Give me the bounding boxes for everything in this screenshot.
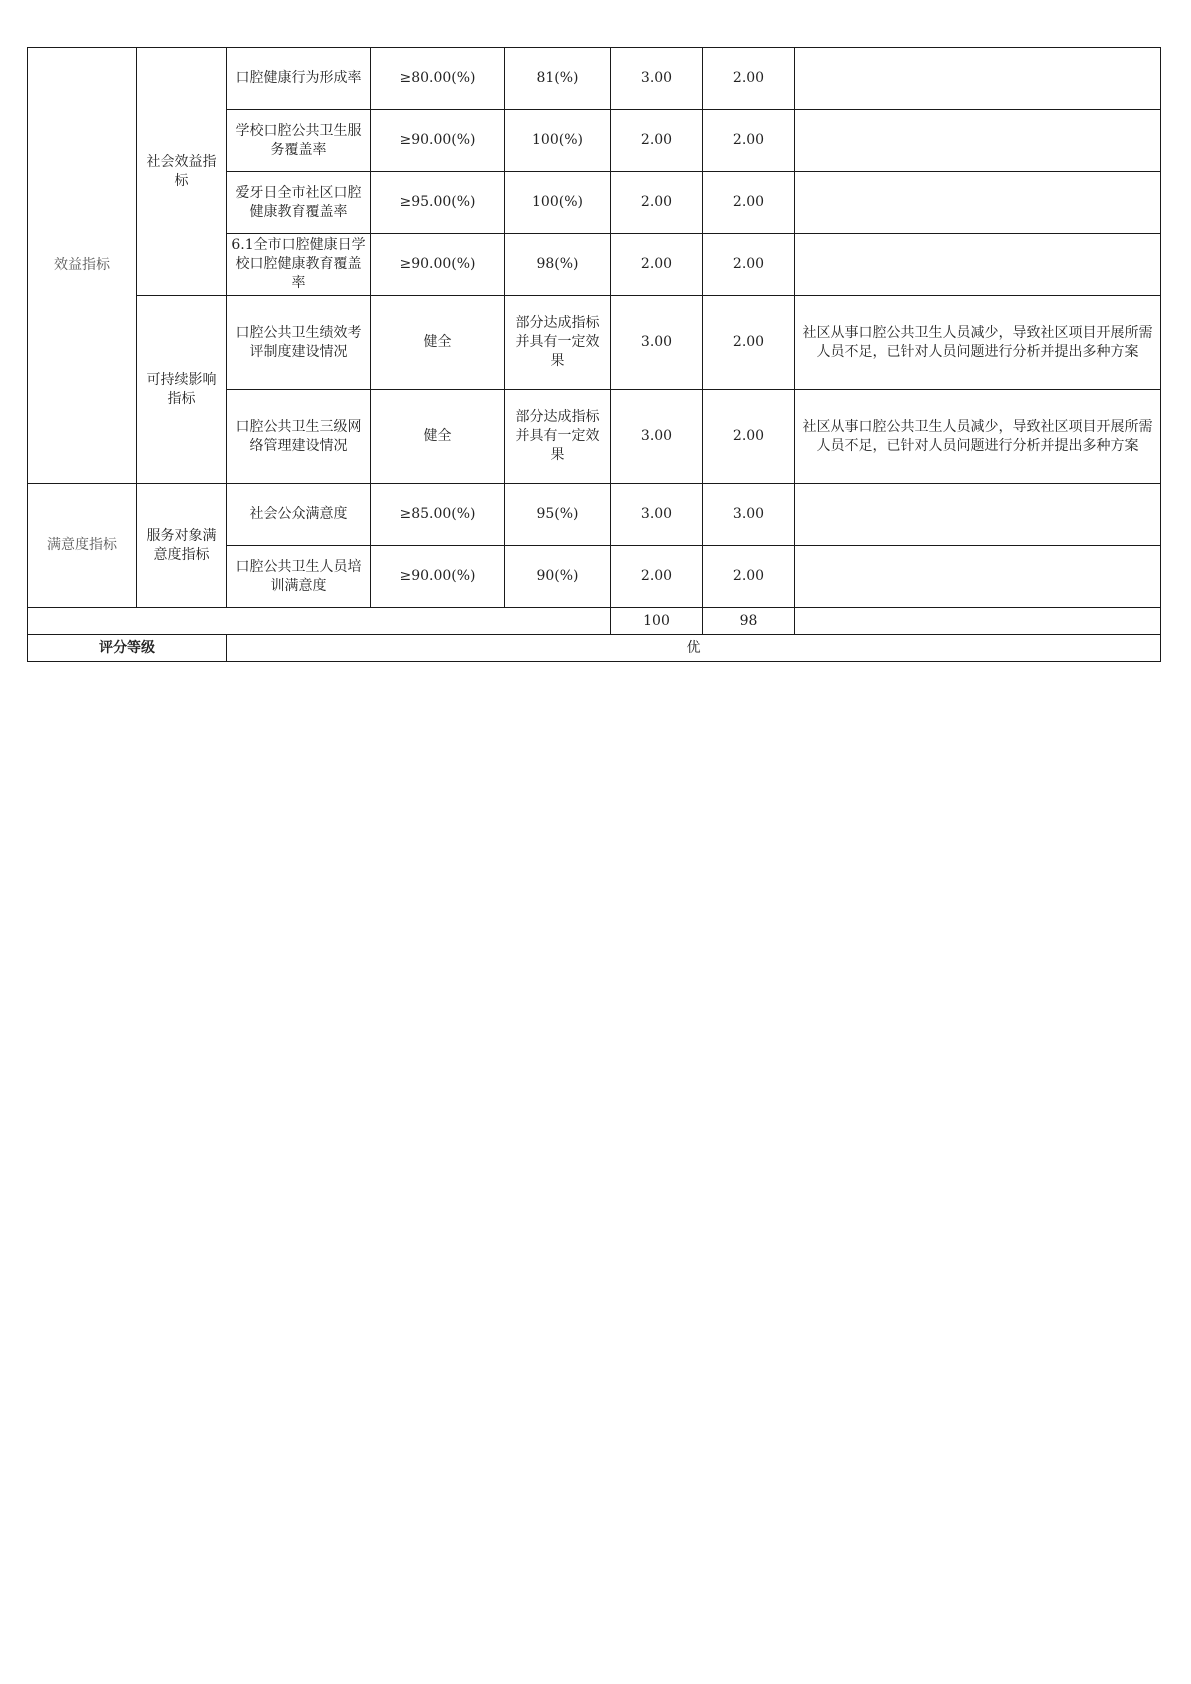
score-value: 3.00 [703, 484, 795, 546]
indicator-name: 口腔健康行为形成率 [227, 48, 371, 110]
actual-value: 部分达成指标并具有一定效果 [505, 390, 611, 484]
table-row [28, 296, 1161, 390]
score-value: 2.00 [703, 546, 795, 608]
total-score: 98 [703, 608, 795, 635]
weight-value: 2.00 [611, 546, 703, 608]
group-satisfaction: 满意度指标 [28, 484, 137, 608]
weight-value: 3.00 [611, 48, 703, 110]
total-remark [795, 608, 1161, 635]
remark: 社区从事口腔公共卫生人员减少，导致社区项目开展所需人员不足，已针对人员问题进行分析并提出多种方案 [795, 296, 1161, 390]
actual-value: 95(%) [505, 484, 611, 546]
score-value: 2.00 [703, 110, 795, 172]
score-value: 2.00 [703, 296, 795, 390]
target-value: 健全 [371, 390, 505, 484]
indicator-name: 社会公众满意度 [227, 484, 371, 546]
indicator-name: 爱牙日全市社区口腔健康教育覆盖率 [227, 172, 371, 234]
target-value: ≥90.00(%) [371, 546, 505, 608]
indicator-name: 学校口腔公共卫生服务覆盖率 [227, 110, 371, 172]
weight-value: 3.00 [611, 390, 703, 484]
target-value: 健全 [371, 296, 505, 390]
subgroup-service: 服务对象满意度指标 [137, 484, 227, 608]
score-value: 2.00 [703, 390, 795, 484]
subgroup-social: 社会效益指标 [137, 48, 227, 296]
weight-value: 3.00 [611, 296, 703, 390]
weight-value: 3.00 [611, 484, 703, 546]
remark: 社区从事口腔公共卫生人员减少，导致社区项目开展所需人员不足，已针对人员问题进行分析并提出多种方案 [795, 390, 1161, 484]
target-value: ≥95.00(%) [371, 172, 505, 234]
performance-evaluation-table [27, 47, 1161, 662]
remark [795, 484, 1161, 546]
remark [795, 234, 1161, 296]
grade-value: 优 [227, 635, 1161, 662]
total-row [28, 608, 1161, 635]
indicator-name: 6.1全市口腔健康日学校口腔健康教育覆盖率 [227, 234, 371, 296]
actual-value: 98(%) [505, 234, 611, 296]
score-value: 2.00 [703, 172, 795, 234]
weight-value: 2.00 [611, 172, 703, 234]
remark [795, 110, 1161, 172]
total-label [28, 608, 611, 635]
indicator-name: 口腔公共卫生三级网络管理建设情况 [227, 390, 371, 484]
score-value: 2.00 [703, 234, 795, 296]
remark [795, 172, 1161, 234]
score-value: 2.00 [703, 48, 795, 110]
target-value: ≥90.00(%) [371, 110, 505, 172]
actual-value: 100(%) [505, 172, 611, 234]
indicator-name: 口腔公共卫生绩效考评制度建设情况 [227, 296, 371, 390]
actual-value: 100(%) [505, 110, 611, 172]
group-benefit: 效益指标 [28, 48, 137, 484]
actual-value: 90(%) [505, 546, 611, 608]
weight-value: 2.00 [611, 110, 703, 172]
indicator-name: 口腔公共卫生人员培训满意度 [227, 546, 371, 608]
target-value: ≥80.00(%) [371, 48, 505, 110]
subgroup-sustain: 可持续影响指标 [137, 296, 227, 484]
weight-value: 2.00 [611, 234, 703, 296]
target-value: ≥85.00(%) [371, 484, 505, 546]
total-weight: 100 [611, 608, 703, 635]
grade-row [28, 635, 1161, 662]
grade-label: 评分等级 [28, 635, 227, 662]
actual-value: 81(%) [505, 48, 611, 110]
target-value: ≥90.00(%) [371, 234, 505, 296]
remark [795, 48, 1161, 110]
actual-value: 部分达成指标并具有一定效果 [505, 296, 611, 390]
table-row [28, 48, 1161, 110]
table-row [28, 484, 1161, 546]
remark [795, 546, 1161, 608]
